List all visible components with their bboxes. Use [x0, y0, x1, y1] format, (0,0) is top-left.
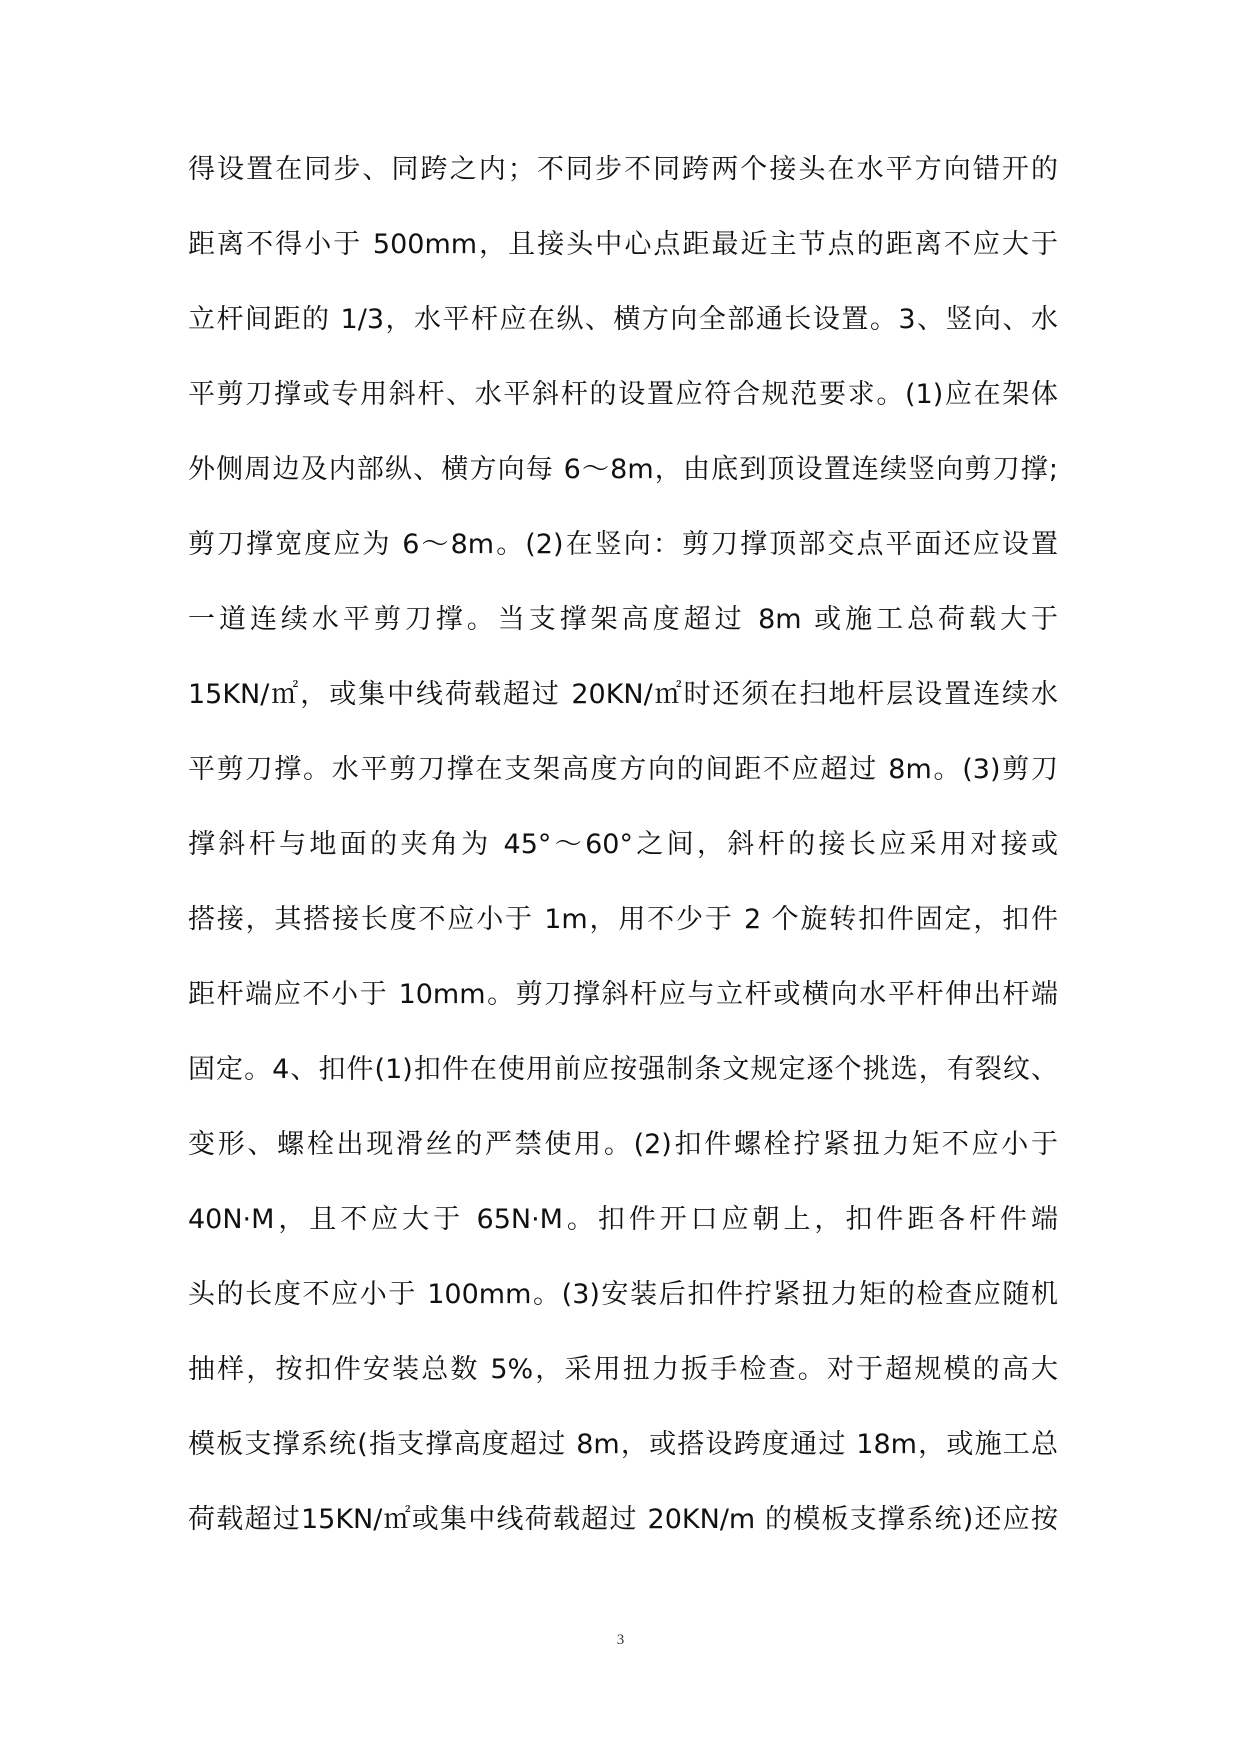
text-line: 立杆间距的 1/3，水平杆应在纵、横方向全部通长设置。3、竖向、水	[188, 304, 1058, 335]
text-line: 平剪刀撑或专用斜杆、水平斜杆的设置应符合规范要求。(1)应在架体	[188, 379, 1058, 410]
text-line: 撑斜杆与地面的夹角为 45°～60°之间，斜杆的接长应采用对接或	[188, 829, 1058, 860]
text-line: 距杆端应不小于 10mm。剪刀撑斜杆应与立杆或横向水平杆伸出杆端	[188, 979, 1058, 1010]
text-line: 剪刀撑宽度应为 6～8m。(2)在竖向：剪刀撑顶部交点平面还应设置	[188, 529, 1058, 560]
page-number: 3	[616, 1632, 625, 1648]
text-line: 平剪刀撑。水平剪刀撑在支架高度方向的间距不应超过 8m。(3)剪刀	[188, 754, 1058, 785]
text-line: 固定。4、扣件(1)扣件在使用前应按强制条文规定逐个挑选，有裂纹、	[188, 1054, 1058, 1085]
text-line: 一道连续水平剪刀撑。当支撑架高度超过 8m 或施工总荷载大于	[188, 604, 1058, 635]
text-line: 40N·M，且不应大于 65N·M。扣件开口应朝上，扣件距各杆件端	[188, 1204, 1058, 1235]
text-line: 抽样，按扣件安装总数 5%，采用扭力扳手检查。对于超规模的高大	[188, 1354, 1058, 1385]
text-line: 头的长度不应小于 100mm。(3)安装后扣件拧紧扭力矩的检查应随机	[188, 1279, 1058, 1310]
text-line: 15KN/㎡，或集中线荷载超过 20KN/㎡时还须在扫地杆层设置连续水	[188, 679, 1058, 710]
text-line: 外侧周边及内部纵、横方向每 6～8m，由底到顶设置连续竖向剪刀撑;	[188, 454, 1058, 485]
text-line: 搭接，其搭接长度不应小于 1m，用不少于 2 个旋转扣件固定，扣件	[188, 904, 1058, 935]
body-text	[188, 142, 1058, 1567]
text-line: 得设置在同步、同跨之内；不同步不同跨两个接头在水平方向错开的	[188, 154, 1058, 185]
text-line: 模板支撑系统(指支撑高度超过 8m，或搭设跨度通过 18m，或施工总	[188, 1429, 1058, 1460]
text-line: 变形、螺栓出现滑丝的严禁使用。(2)扣件螺栓拧紧扭力矩不应小于	[188, 1129, 1058, 1160]
text-line: 距离不得小于 500mm，且接头中心点距最近主节点的距离不应大于	[188, 229, 1058, 260]
text-line: 荷载超过15KN/㎡或集中线荷载超过 20KN/m 的模板支撑系统)还应按	[188, 1504, 1058, 1535]
